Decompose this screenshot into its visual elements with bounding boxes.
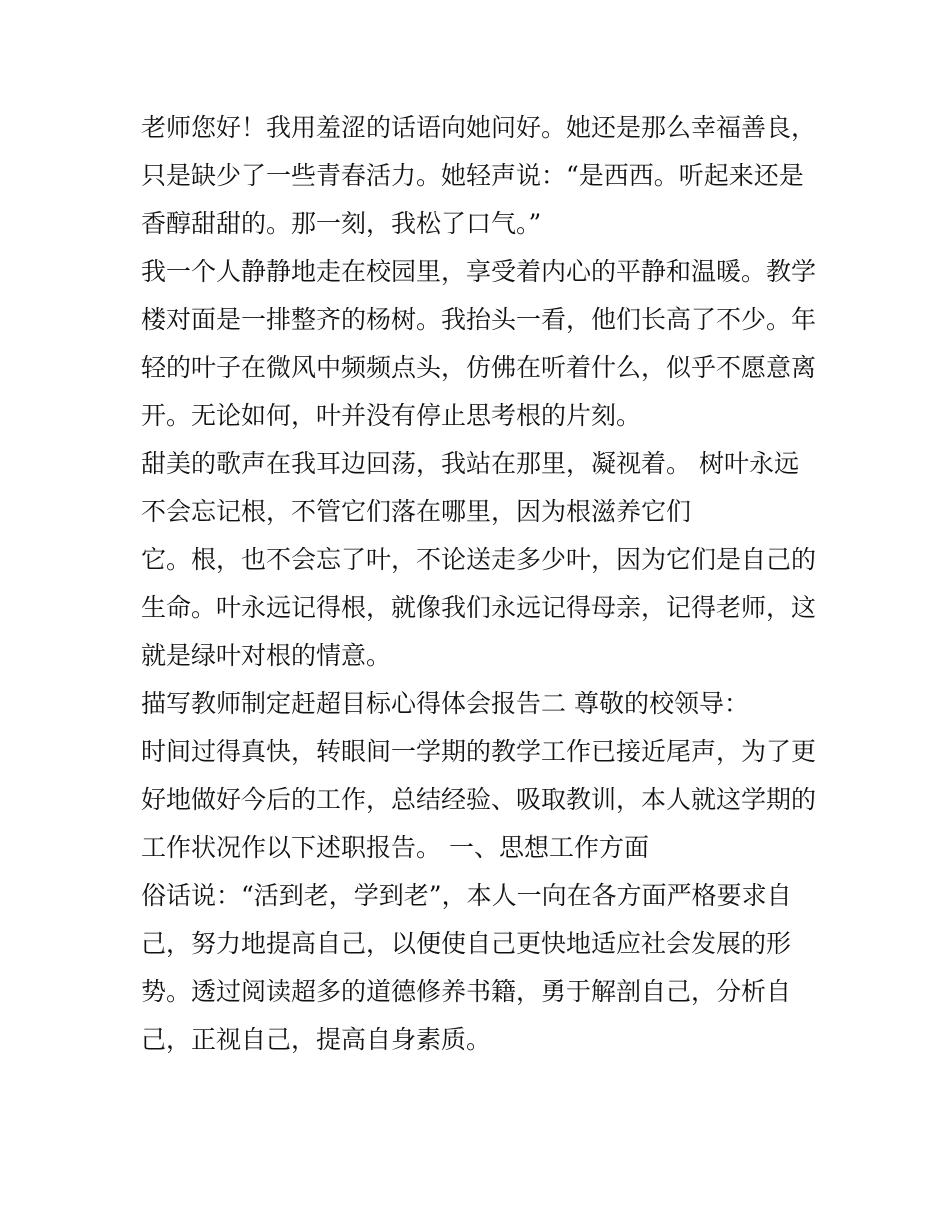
text-line: 好地做好今后的工作，总结经验、吸取教训，本人就这学期的: [141, 785, 817, 814]
text-line: 香醇甜甜的。那一刻，我松了口气。”: [141, 209, 542, 238]
text-line: 就是绿叶对根的情意。: [141, 641, 392, 670]
text-line: 不会忘记根，不管它们落在哪里，因为根滋养它们: [141, 497, 692, 526]
text-line: 它。根，也不会忘了叶，不论送走多少叶，因为它们是自己的: [141, 545, 817, 574]
section-heading-line: 描写教师制定赶超目标心得体会报告二 尊敬的校领导：: [141, 689, 749, 718]
body-text: [141, 104, 821, 1064]
text-line: 楼对面是一排整齐的杨树。我抬头一看，他们长高了不少。年: [141, 305, 817, 334]
text-line: 工作状况作以下述职报告。 一、思想工作方面: [141, 833, 649, 862]
text-line: 时间过得真快，转眼间一学期的教学工作已接近尾声，为了更: [141, 737, 817, 766]
text-line: 开。无论如何，叶并没有停止思考根的片刻。: [141, 401, 642, 430]
text-line: 只是缺少了一些青春活力。她轻声说：“是西西。听起来还是: [141, 161, 804, 190]
text-line: 甜美的歌声在我耳边回荡，我站在那里，凝视着。 树叶永远: [141, 449, 799, 478]
text-line: 老师您好！我用羞涩的话语向她问好。她还是那么幸福善良，: [141, 113, 817, 142]
text-line: 己，正视自己，提高自身素质。: [141, 1025, 492, 1054]
text-line: 俗话说：“活到老，学到老”，本人一向在各方面严格要求自: [141, 881, 792, 910]
text-line: 轻的叶子在微风中频频点头，仿佛在听着什么，似乎不愿意离: [141, 353, 817, 382]
text-line: 势。透过阅读超多的道德修养书籍，勇于解剖自己，分析自: [141, 977, 792, 1006]
text-line: 我一个人静静地走在校园里，享受着内心的平静和温暖。教学: [141, 257, 817, 286]
text-line: 己，努力地提高自己，以便使自己更快地适应社会发展的形: [141, 929, 792, 958]
text-line: 生命。叶永远记得根，就像我们永远记得母亲，记得老师，这: [141, 593, 817, 622]
